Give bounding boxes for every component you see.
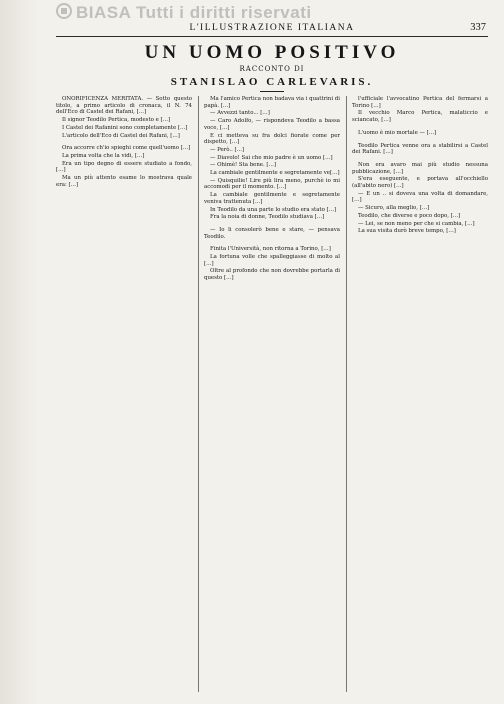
paragraph: Ora accorre ch'io spieghi come quell'uomo […] — [62, 145, 191, 152]
paragraph: Il signor Teodilo Pertica, modesto e […] — [62, 117, 171, 124]
paragraph: S'era eseguente, e portava all'occhiello (all'abito nero) […] — [352, 176, 488, 190]
biasa-logo-icon — [56, 3, 72, 19]
paragraph: E ci metteva su fra dolci fiorate come per dispetto, […] — [204, 132, 340, 146]
paragraph: — E un .. si doveva una volta di domandare, […] — [352, 190, 488, 204]
paragraph: — Avvezzi tanto... […] — [210, 110, 270, 117]
paragraph: L'uomo è mio mortale — […] — [358, 129, 437, 136]
title-rule — [260, 91, 284, 92]
story-headline — [56, 43, 488, 92]
paragraph: I Castel dei Rafanini sono completamente […] — [62, 124, 188, 131]
page-number: 337 — [470, 22, 486, 33]
paragraph: La prima volta che la vidi, […] — [62, 152, 145, 159]
magazine-title: L'ILLUSTRAZIONE ITALIANA — [189, 23, 355, 33]
text-column-3 — [352, 96, 488, 692]
paragraph: Ma un più attento esame lo mostrava quale era: […] — [56, 175, 192, 188]
text-column-1 — [56, 96, 192, 692]
paragraph: Teodilo, che diverse e poco dopo, […] — [358, 212, 461, 219]
story-subtitle: RACCONTO DI — [239, 65, 305, 73]
watermark-text: BIASA Tutti i diritti riservati — [76, 3, 312, 22]
paragraph: — Ohimè! Sta bene. […] — [210, 162, 277, 169]
paragraph: Era un tipo degno di essere studiato a fondo, […] — [56, 160, 192, 174]
paragraph: — Quisquilie! Lire più lira meno, purchè io mi accomodi per il momento. […] — [204, 177, 340, 191]
running-head — [56, 22, 488, 37]
paragraph: Ma l'amico Pertica non badava via i quattrini di papà. […] — [204, 96, 340, 109]
paragraph: ONORIFICENZA MERITATA. — Sotto questo titolo, a primo articolo di cronaca, il N. 74 dell'Eco di Castel dei Rafani, […] — [56, 96, 192, 116]
paragraph: La fortuna volle che spalleggiasse di molto al […] — [204, 254, 340, 267]
paragraph: Oltre al profondo che non dovrebbe portarla di questo […] — [204, 268, 340, 282]
paragraph: l'ufficiale l'avvocatino Pertica del fermarsi a Torino […] — [352, 96, 488, 109]
paragraph: Il vecchio Marco Pertica, malaticcio e sciancato, […] — [352, 110, 488, 124]
paragraph: La cambiale gentilmente e segretamente veniva trattenuta […] — [204, 192, 340, 205]
paragraph: In Teodilo da una parte lo studio era stato […] — [210, 206, 337, 213]
column-divider — [346, 96, 347, 692]
paragraph: Teodilo Pertica venne ora a stabilirsi a Castel dei Rafani. […] — [352, 142, 488, 156]
paragraph: L'articolo dell'Eco di Castel dei Rafani, […] — [62, 132, 180, 139]
paragraph: Fra la noia di donne, Teodilo studiava […] — [210, 214, 325, 221]
paragraph: Non era avaro mai più studio nessuna pubblicazione, […] — [352, 161, 488, 175]
paragraph: Finita l'Università, non ritorna a Torino, […] — [210, 246, 331, 253]
paragraph: — Diavolo! Sai che mio padre è un uomo […] — [210, 154, 333, 161]
story-author: STANISLAO CARLEVARIS. — [170, 76, 374, 88]
text-columns — [56, 96, 488, 692]
paragraph: La cambiale gentilmente e segretamente ve[…] — [210, 170, 340, 177]
paragraph: — Sicuro, alla meglio, […] — [358, 205, 430, 212]
column-divider — [198, 96, 199, 692]
paragraph: La sua visita durò breve tempo, […] — [358, 228, 456, 235]
scan-edge — [0, 0, 38, 704]
paragraph: — Lei, se non meno per che si cambia, […] — [358, 220, 475, 227]
paragraph: — Io li consolerò bene e stare, — pensava Teodilo. — [204, 226, 340, 240]
paragraph: — Però.. […] — [210, 146, 245, 153]
text-column-2 — [204, 96, 340, 692]
story-title: UN UOMO POSITIVO — [144, 42, 400, 63]
paragraph: — Caro Adolfo, — rispondeva Teodilo a bassa voce, […] — [204, 118, 340, 131]
